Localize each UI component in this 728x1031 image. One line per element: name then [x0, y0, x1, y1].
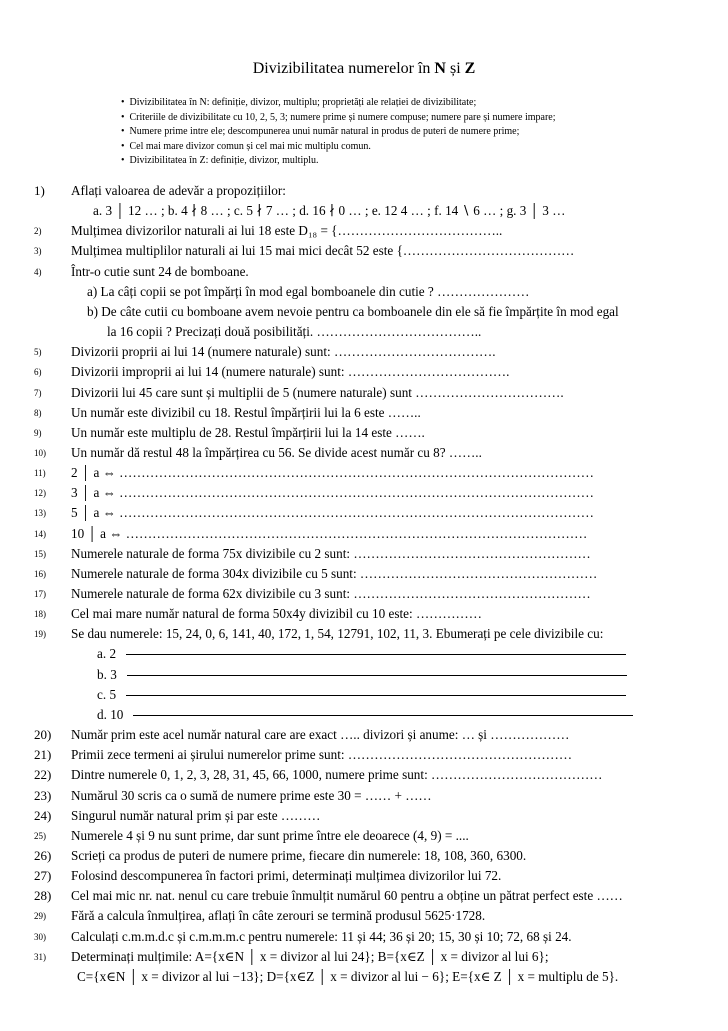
exercise-number: 19) — [34, 629, 46, 640]
exercise-number: 21) — [34, 747, 52, 763]
exercise-text: Determinați mulțimile: A={x∈N │ x = divizor al lui 24}; B={x∈Z │ x = divizor al lui 6}; — [71, 948, 549, 964]
exercise-text: Numărul 30 scris ca o sumă de numere prime este 30 = …… + …… — [71, 787, 432, 803]
exercise-number: 15) — [34, 548, 46, 559]
exercise-text: Se dau numerele: 15, 24, 0, 6, 141, 40, 172, 1, 54, 12791, 102, 11, 3. Ebumerați pe cele divizibile cu: — [71, 626, 604, 642]
exercise-text: Număr prim este acel număr natural care are exact ….. divizori și anume: … și ……………… — [71, 727, 570, 743]
exercise-text: a. 2 — [97, 645, 626, 663]
exercise-number: 25) — [34, 830, 46, 841]
exercise-number: 29) — [34, 911, 46, 922]
exercise-number: 14) — [34, 528, 46, 539]
exercise-text: Divizorii lui 45 care sunt și multiplii de 5 (numere naturale) sunt ……………………………. — [71, 384, 564, 400]
exercise-number: 23) — [34, 787, 52, 803]
topic-item: • Divizibilitatea în N: definiție, divizor, multiplu; proprietăți ale relației de divizibilitate; — [121, 96, 556, 111]
exercise-text: a) La câți copii se pot împărți în mod egal bomboanele din cutie ? ………………… — [87, 283, 530, 299]
answer-rule — [133, 715, 633, 716]
exercise-text: Dintre numerele 0, 1, 2, 3, 28, 31, 45, 66, 1000, numere prime sunt: ………………………………… — [71, 767, 603, 783]
exercise-number: 9) — [34, 427, 42, 438]
exercise-number: 11) — [34, 468, 46, 479]
topic-item: • Criteriile de divizibilitate cu 10, 2, 5, 3; numere prime și numere compuse; numere pare și numere impare; — [121, 111, 556, 126]
exercise-number: 27) — [34, 868, 52, 884]
exercise-number: 24) — [34, 807, 52, 823]
page-title — [0, 60, 728, 78]
exercise-text: Într-o cutie sunt 24 de bomboane. — [71, 263, 249, 279]
exercise-number: 13) — [34, 508, 46, 519]
exercise-number: 7) — [34, 387, 42, 398]
exercise-text: Un număr este divizibil cu 18. Restul împărțirii lui la 6 este …….. — [71, 404, 421, 420]
exercise-text: C={x∈N │ x = divizor al lui −13}; D={x∈Z │ x = divizor al lui − 6}; E={x∈ Z │ x = multiplu de 5}. — [77, 968, 619, 984]
answer-rule — [127, 675, 627, 676]
exercise-text: b) De câte cutii cu bomboane avem nevoie pentru ca bomboanele din ele să fie împărțite în mod egal — [87, 303, 619, 319]
exercise-number: 20) — [34, 727, 52, 743]
exercise-text: Divizorii proprii ai lui 14 (numere naturale) sunt: ………………………………. — [71, 344, 496, 360]
answer-rule — [126, 654, 626, 655]
exercise-text: 3 │ a ⇔ ……………………………………………………………………………………………… — [71, 485, 594, 501]
topic-item: • Divizibilitatea în Z: definiție, divizor, multiplu. — [121, 154, 556, 169]
exercise-number: 5) — [34, 347, 42, 358]
exercise-number: 30) — [34, 931, 46, 942]
exercise-number: 31) — [34, 951, 46, 962]
title-set-n: N — [434, 60, 446, 77]
exercise-number: 12) — [34, 488, 46, 499]
exercise-text: b. 3 — [97, 666, 627, 684]
exercise-number: 3) — [34, 246, 42, 257]
exercise-text: c. 5 — [97, 686, 626, 704]
exercise-text: Singurul număr natural prim și par este ……… — [71, 807, 321, 823]
exercise-text: Cel mai mare număr natural de forma 50x4y divizibil cu 10 este: …………… — [71, 606, 482, 622]
exercise-text: 5 │ a ⇔ ……………………………………………………………………………………………… — [71, 505, 594, 521]
exercise-text: Un număr dă restul 48 la împărțirea cu 56. Se divide acest număr cu 8? …….. — [71, 444, 482, 460]
exercise-text: Numerele naturale de forma 62x divizibile cu 3 sunt: ……………………………………………… — [71, 586, 591, 601]
exercise-text: d. 10 — [97, 706, 633, 724]
exercise-text: Scrieți ca produs de puteri de numere prime, fiecare din numerele: 18, 108, 360, 6300. — [71, 847, 527, 863]
exercise-number: 1) — [34, 183, 45, 198]
title-conjunction: și — [445, 60, 465, 77]
exercise-text: Un număr este multiplu de 28. Restul împărțirii lui la 14 este ……. — [71, 424, 425, 440]
exercise-text: Numerele 4 și 9 nu sunt prime, dar sunt prime între ele deoarece (4, 9) = .... — [71, 827, 469, 843]
exercise-text: 2 │ a ⇔ ……………………………………………………………………………………………… — [71, 465, 594, 481]
exercise-number: 2) — [34, 226, 42, 237]
exercise-text: Primii zece termeni ai șirului numerelor prime sunt: …………………………………………… — [71, 747, 573, 763]
topics-list — [121, 96, 556, 169]
exercise-number: 16) — [34, 568, 46, 579]
topic-item: • Numere prime intre ele; descompunerea unui număr natural in produs de puteri de numere prime; — [121, 125, 556, 140]
exercise-text: Calculați c.m.m.d.c și c.m.m.m.c pentru numerele: 11 și 44; 36 și 20; 15, 30 și 10; 72, 68 și 24. — [71, 928, 572, 944]
exercise-text: Numerele naturale de forma 75x divizibile cu 2 sunt: ……………………………………………… — [71, 545, 591, 561]
exercise-text: Divizorii improprii ai lui 14 (numere naturale) sunt: ………………………………. — [71, 364, 510, 380]
exercise-number: 4) — [34, 266, 42, 277]
exercise-text: Numerele naturale de forma 304x divizibile cu 5 sunt: ……………………………………………… — [71, 565, 598, 581]
exercise-text: Aflați valoarea de adevăr a propozițiilor: — [71, 183, 286, 198]
exercise-text: Folosind descompunerea în factori primi, determinați mulțimea divizorilor lui 72. — [71, 868, 502, 884]
exercise-number: 22) — [34, 767, 52, 783]
exercise-number: 18) — [34, 609, 46, 620]
exercise-text: la 16 copii ? Precizați două posibilități. ……………………………….. — [107, 324, 482, 340]
exercise-text: Mulțimea divizorilor naturali ai lui 18 este D₁₈ = {……………………………….. — [71, 223, 503, 239]
exercise-number: 28) — [34, 888, 52, 904]
exercise-number: 6) — [34, 367, 42, 378]
topic-item: • Cel mai mare divizor comun și cel mai mic multiplu comun. — [121, 140, 556, 155]
exercise-number: 26) — [34, 847, 52, 863]
exercise-text: 10 │ a ⇔ …………………………………………………………………………………………… — [71, 525, 588, 541]
exercise-text: Fără a calcula înmulțirea, aflați în câte zerouri se termină produsul 5625·1728. — [71, 908, 486, 924]
exercise-number: 17) — [34, 589, 46, 599]
exercise-number: 8) — [34, 407, 42, 418]
exercise-text: a. 3 │ 12 … ; b. 4 ∤ 8 … ; c. 5 ∤ 7 … ; d. 16 ∤ 0 … ; e. 12 4 … ; f. 14 ∖ 6 … ; g. 3 │ 3 … — [93, 203, 566, 219]
title-set-z: Z — [464, 60, 476, 77]
exercise-text: Cel mai mic nr. nat. nenul cu care trebuie înmulțit numărul 60 pentru a obține un pătrat perfect este …… — [71, 888, 623, 904]
exercise-text: Mulțimea multiplilor naturali ai lui 15 mai mici decât 52 este {………………………………… — [71, 243, 575, 259]
exercise-number: 10) — [34, 447, 46, 458]
answer-rule — [126, 695, 626, 696]
title-prefix: Divizibilitatea numerelor în — [252, 60, 435, 77]
